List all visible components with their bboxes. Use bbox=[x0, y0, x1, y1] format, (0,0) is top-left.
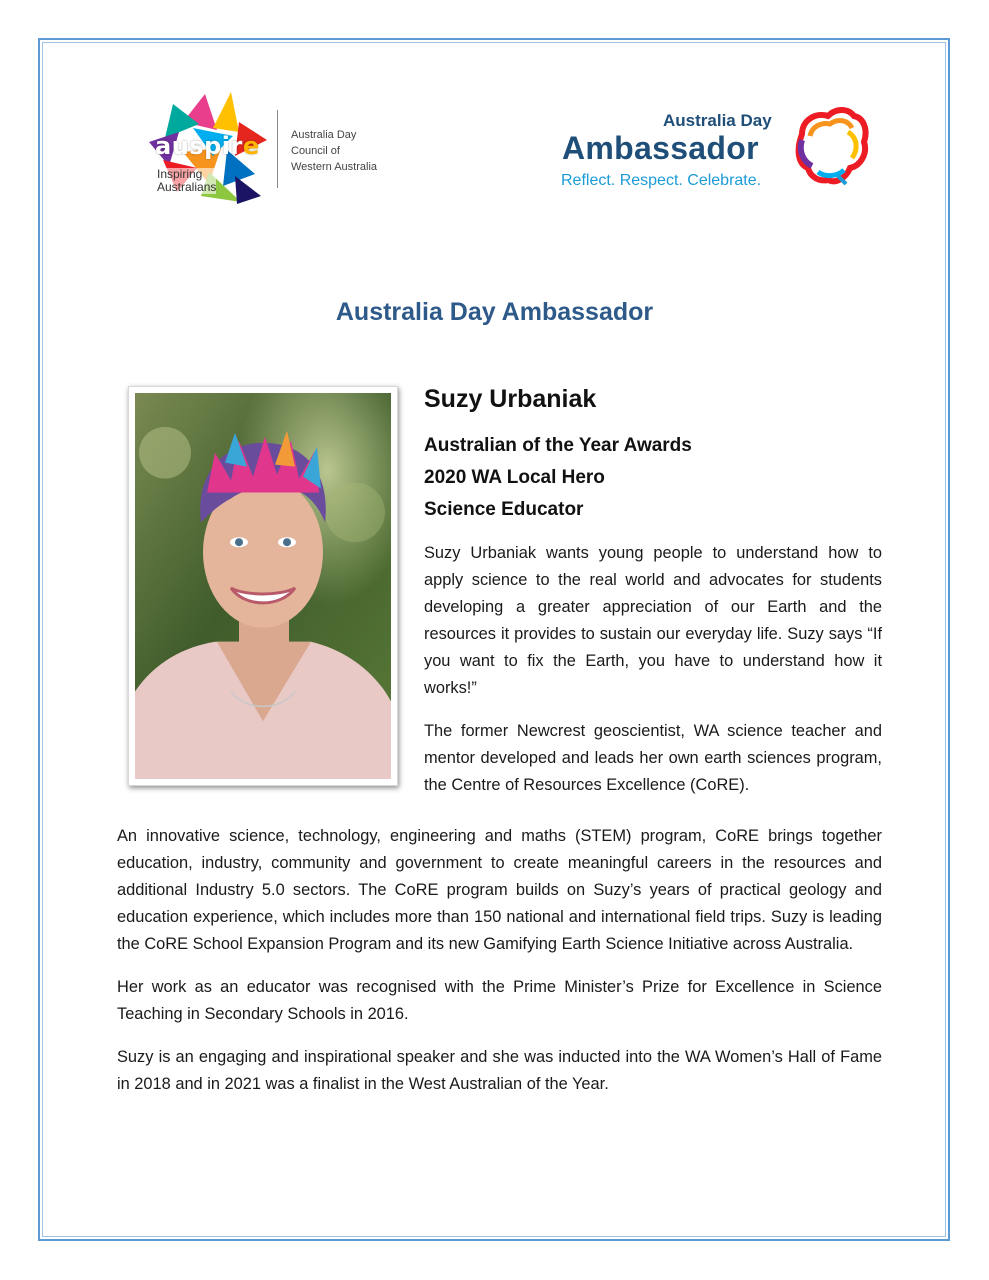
profile-name: Suzy Urbaniak bbox=[424, 385, 597, 413]
ambassador-logo-small: Australia Day bbox=[663, 111, 772, 130]
bio-paragraph: An innovative science, technology, engineering and maths (STEM) program, CoRE brings together education, industry, community and government to create meaningful careers in the resources and additional Industry 5.0 sectors. The CoRE program builds on Suzy’s years of practical geology and education experience, which includes more than 150 national and international field trips. Suzy is leading the CoRE School Expansion Program and its new Gamifying Earth Science Initiative across Australia. bbox=[117, 827, 882, 953]
bio-paragraph: Suzy Urbaniak wants young people to understand how to apply science to the real world and advocates for students developing a greater appreciation of our Earth and the resources it provides to sustain our everyday life. Suzy says “If you want to fix the Earth, you have to understand how it works!” bbox=[424, 544, 882, 697]
bio-paragraph: Suzy is an engaging and inspirational speaker and she was inducted into the WA Women’s Hall of Fame in 2018 and in 2021 was a finalist in the West Australian of the Year. bbox=[117, 1048, 882, 1093]
award-list bbox=[424, 430, 882, 526]
portrait-image bbox=[135, 393, 391, 779]
council-name: Australia Day Council of Western Australia bbox=[291, 129, 378, 173]
ambassador-logo-big: Ambassador bbox=[562, 130, 759, 166]
award-line: 2020 WA Local Hero bbox=[424, 467, 605, 488]
ambassador-logo-tagline: Reflect. Respect. Celebrate. bbox=[561, 172, 762, 189]
logo-divider bbox=[277, 110, 278, 188]
ambassador-logo bbox=[560, 106, 870, 196]
australia-map-icon bbox=[788, 106, 870, 186]
profile-photo bbox=[128, 386, 398, 786]
bio-paragraph: The former Newcrest geoscientist, WA science teacher and mentor developed and leads her own earth sciences program, the Centre of Resources Excellence (CoRE). bbox=[424, 722, 882, 794]
profile-details bbox=[424, 382, 882, 815]
bio-continued bbox=[117, 823, 882, 1114]
bio-paragraph: Her work as an educator was recognised with the Prime Minister’s Prize for Excellence in Science Teaching in Secondary Schools in 2016. bbox=[117, 978, 882, 1023]
award-line: Science Educator bbox=[424, 499, 584, 520]
auspire-wordmark: auspire bbox=[155, 132, 260, 160]
auspire-tagline: Inspiring Australians bbox=[157, 167, 217, 194]
page-title: Australia Day Ambassador bbox=[335, 298, 654, 326]
award-line: Australian of the Year Awards bbox=[424, 435, 692, 456]
auspire-logo bbox=[143, 92, 403, 210]
